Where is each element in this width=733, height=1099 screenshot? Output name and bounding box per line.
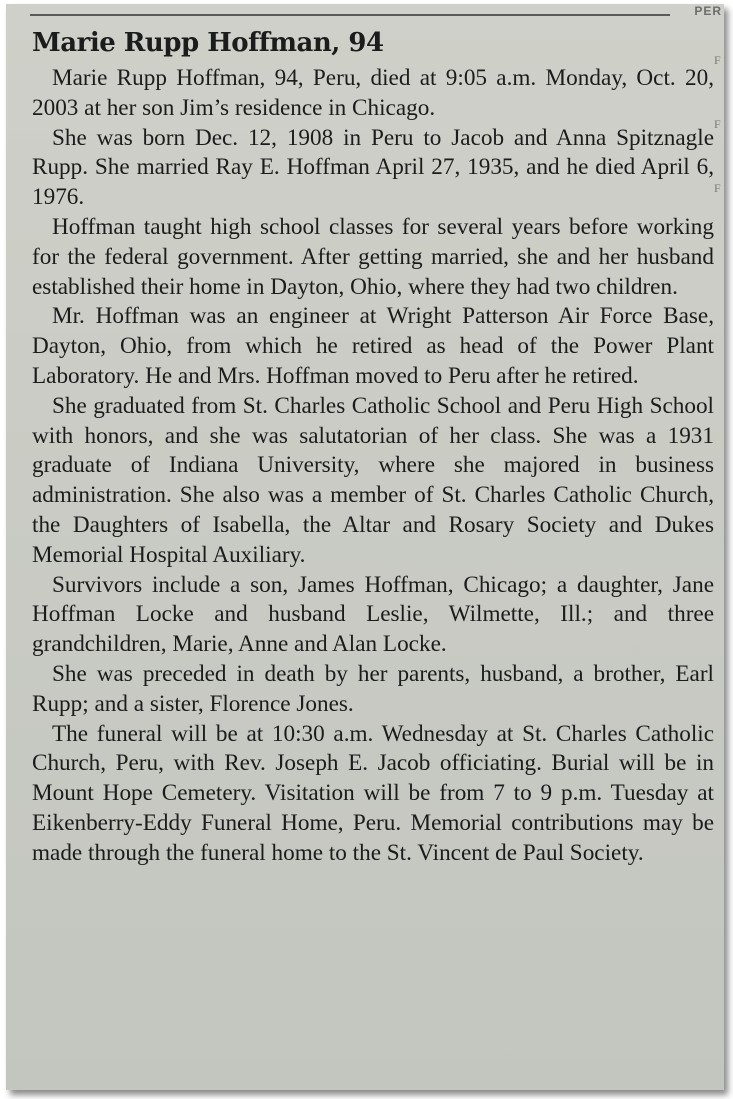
- paragraph-survivors: Survivors include a son, James Hoffman, Chicago; a daughter, Jane Hoffman Locke and husband Leslie, Wilmette, Ill.; and three grandchildren, Marie, Anne and Alan Locke.: [32, 571, 714, 658]
- column-rule: [30, 14, 670, 16]
- edge-glyph: F: [714, 53, 721, 67]
- obituary-article: [24, 24, 714, 869]
- edge-glyph: F: [714, 117, 721, 131]
- adjacent-column-edge: [714, 28, 722, 220]
- paragraph-funeral: The funeral will be at 10:30 a.m. Wednesday at St. Charles Catholic Church, Peru, with Rev. Joseph E. Jacob officiating. Burial will be in Mount Hope Cemetery. Visitation will be from 7 to 9 p.m. Tuesday at Eikenberry-Eddy Funeral Home, Peru. Memorial contributions may be made through the funeral home to the St. Vincent de Paul Society.: [32, 720, 714, 866]
- paragraph-career: Hoffman taught high school classes for several years before working for the federal government. After getting married, she and her husband established their home in Dayton, Ohio, where they had two children.: [32, 213, 714, 300]
- paragraph-death-notice: Marie Rupp Hoffman, 94, Peru, died at 9:05 a.m. Monday, Oct. 20, 2003 at her son Jim’s residence in Chicago.: [32, 65, 714, 121]
- edge-glyph: F: [714, 181, 721, 195]
- paragraph-birth-marriage: She was born Dec. 12, 1908 in Peru to Jacob and Anna Spitznagle Rupp. She married Ray E. Hoffman April 27, 1935, and he died April 6, 1976.: [32, 124, 714, 211]
- headline: Marie Rupp Hoffman, 94: [32, 28, 384, 58]
- newspaper-clipping: [6, 4, 724, 1090]
- paragraph-husband: Mr. Hoffman was an engineer at Wright Patterson Air Force Base, Dayton, Ohio, from which he retired as head of the Power Plant Laboratory. He and Mrs. Hoffman moved to Peru after he retired.: [32, 303, 714, 389]
- paragraph-preceded: She was preceded in death by her parents, husband, a brother, Earl Rupp; and a sister, Florence Jones.: [32, 660, 714, 717]
- paragraph-education: She graduated from St. Charles Catholic School and Peru High School with honors, and she was salutatorian of her class. She was a 1931 graduate of Indiana University, where she majored in business administration. She also was a member of St. Charles Catholic Church, the Daughters of Isabella, the Altar and Rosary Society and Dukes Memorial Hospital Auxiliary.: [32, 392, 714, 568]
- masthead-fragment: PER: [694, 4, 722, 18]
